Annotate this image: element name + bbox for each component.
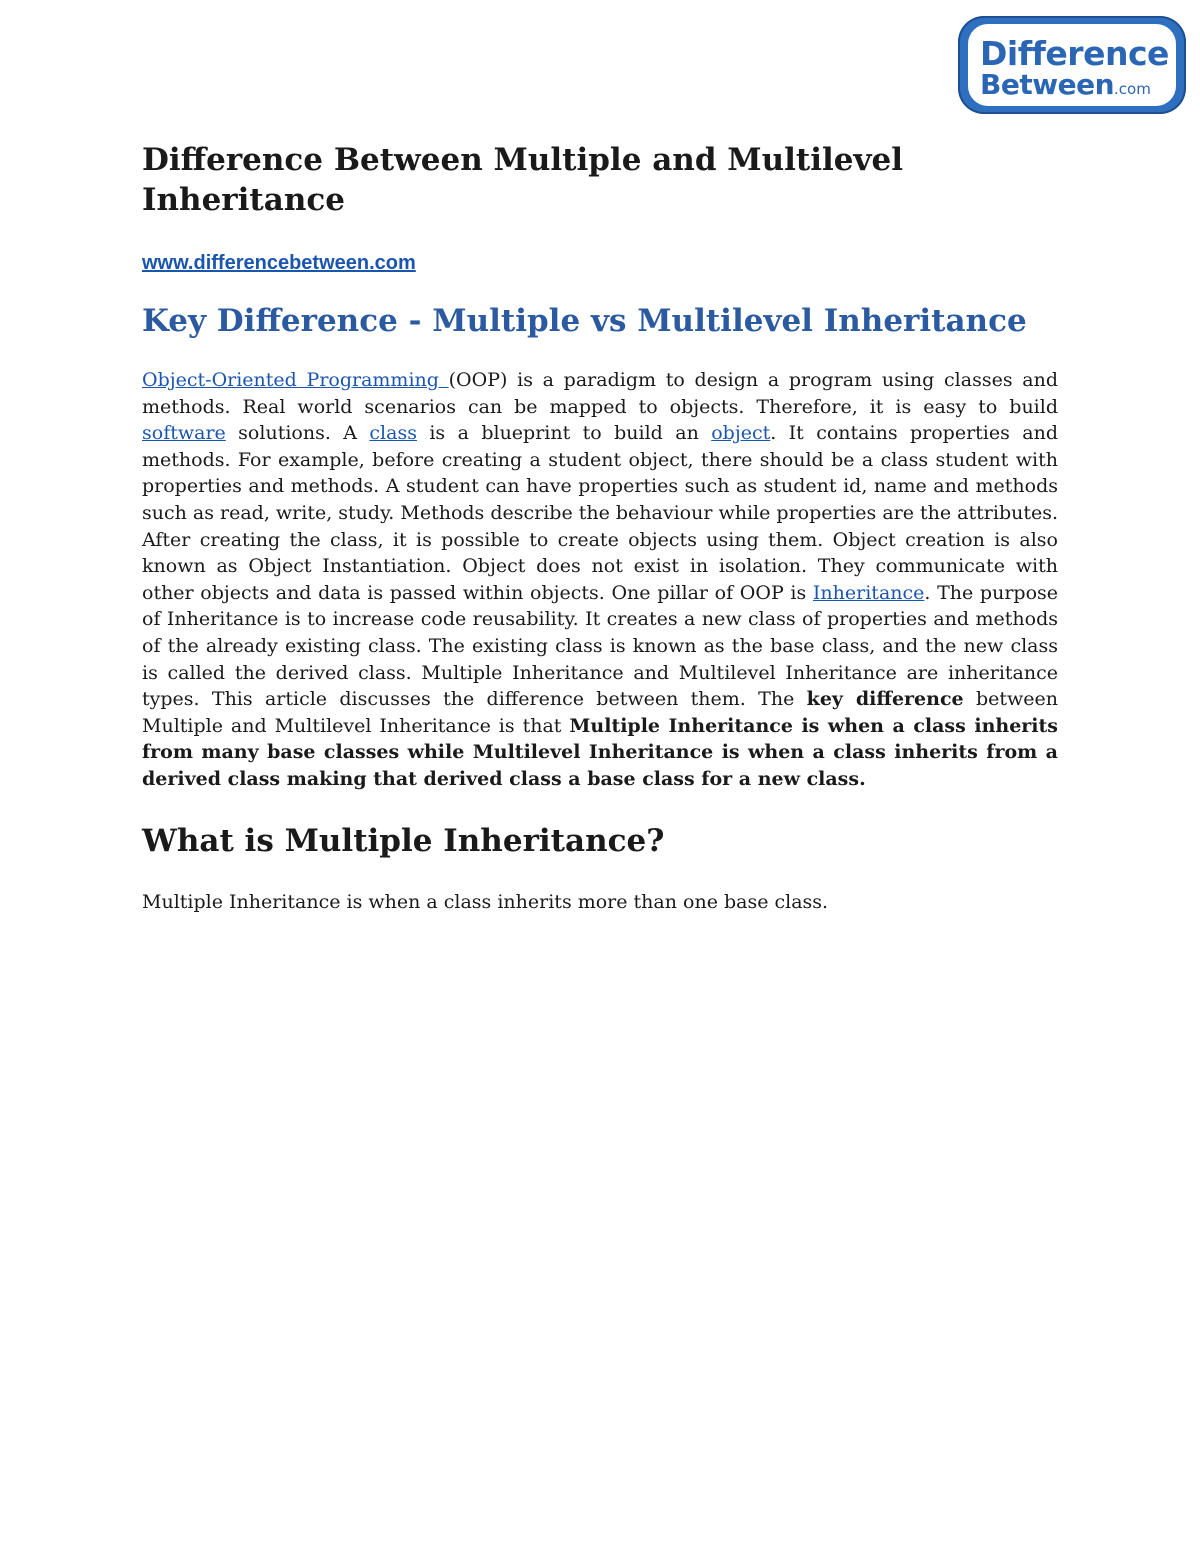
- logo-panel: [968, 24, 1176, 106]
- logo-text-dotcom: .com: [1114, 80, 1151, 98]
- bold-definition: Multiple Inheritance is when a class inherits from many base classes while Multilevel Inheritance is when a class inherits from a derived class making that derived class a base class for a new class.: [142, 714, 1058, 790]
- link-inheritance[interactable]: Inheritance: [812, 581, 925, 604]
- multiple-inheritance-heading: What is Multiple Inheritance?: [142, 822, 665, 859]
- site-url-link[interactable]: www.differencebetween.com: [142, 252, 416, 274]
- link-class[interactable]: class: [369, 422, 417, 445]
- site-logo[interactable]: [958, 16, 1186, 114]
- key-difference-heading: Key Difference - Multiple vs Multilevel Inheritance: [142, 303, 1027, 339]
- logo-text-between: [980, 68, 1151, 101]
- link-object[interactable]: object: [711, 422, 771, 445]
- intro-paragraph: [142, 367, 1058, 793]
- para-text-1: (OOP) is a paradigm to design a program using classes and methods. Real world scenarios can be mapped to objects. Therefore, it is easy to build: [142, 369, 1059, 418]
- bold-key-difference: key difference: [806, 688, 964, 711]
- para-text-3: is a blueprint to build an: [416, 422, 712, 445]
- multiple-inheritance-text: Multiple Inheritance is when a class inherits more than one base class.: [142, 890, 829, 913]
- logo-text-difference: Difference: [980, 34, 1169, 73]
- link-object-oriented-programming[interactable]: Object-Oriented Programming: [142, 369, 449, 391]
- para-text-6: between Multiple and Multilevel Inheritance is that: [142, 688, 1058, 737]
- para-text-5: . The purpose of Inheritance is to increase code reusability. It creates a new class of properties and methods of the already existing class. The existing class is known as the base class, and the new class is called the derived class. Multiple Inheritance and Multilevel Inheritance are inheritance types. This article discusses the difference between them. The: [142, 581, 1058, 711]
- para-text-4: . It contains properties and methods. For example, before creating a student object, there should be a class student with properties and methods. A student can have properties such as student id, name and methods such as read, write, study. Methods describe the behaviour while properties are the attributes. After creating the class, it is possible to create objects using them. Object creation is also known as Object Instantiation. Object does not exist in isolation. They communicate with other objects and data is passed within objects. One pillar of OOP is: [142, 422, 1059, 604]
- logo-text-between-word: Between: [980, 68, 1114, 101]
- article-content: [142, 140, 1058, 915]
- para-text-2: solutions. A: [225, 422, 370, 445]
- link-software[interactable]: software: [142, 422, 226, 445]
- document-title: Difference Between Multiple and Multilevel Inheritance: [142, 142, 904, 218]
